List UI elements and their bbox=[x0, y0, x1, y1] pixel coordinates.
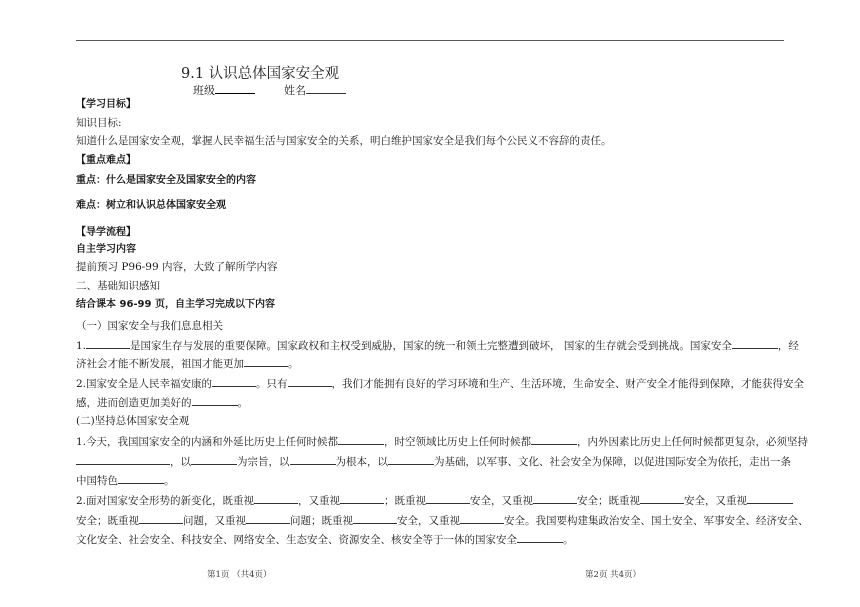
question-1-line-1: 1. 是国家生存与发展的重要保障。国家政权和主权受到威胁，国家的统一和领土完整遭到破坏， 国家的生存就会受到挑战。国家安全 ，经 bbox=[76, 340, 799, 352]
part2-title: (二)坚持总体国家安全观 bbox=[76, 415, 190, 427]
answer-blank[interactable] bbox=[517, 532, 563, 543]
answer-blank[interactable] bbox=[732, 338, 778, 349]
question-2-line-2: 感，进而创造更加美好的 。 bbox=[76, 397, 248, 409]
self-study-heading: 自主学习内容 bbox=[76, 244, 136, 255]
instruction-text: 结合课本 96-99 页，自主学习完成以下内容 bbox=[76, 299, 275, 310]
answer-blank[interactable] bbox=[191, 454, 237, 465]
answer-blank[interactable] bbox=[192, 395, 238, 406]
answer-blank[interactable] bbox=[338, 434, 384, 445]
answer-blank[interactable] bbox=[76, 454, 170, 465]
answer-blank[interactable] bbox=[118, 473, 164, 484]
key-heading: 【重点难点】 bbox=[76, 155, 136, 166]
answer-blank[interactable] bbox=[288, 376, 332, 387]
guide-heading: 【导学流程】 bbox=[76, 227, 136, 238]
page-footer-left: 第1页 （共4页） bbox=[207, 570, 272, 580]
class-label: 班级 bbox=[193, 84, 215, 97]
question-3-line-1: 1.今天，我国国家安全的内涵和外延比历史上任何时候都 ，时空领域比历史上任何时候都 ，内外因素比历史上任何时候都更复杂，必须坚持 bbox=[76, 436, 809, 448]
name-field bbox=[284, 82, 346, 98]
page-title: 9.1 认识总体国家安全观 bbox=[181, 66, 340, 82]
header-rule bbox=[76, 40, 784, 41]
difficult-point: 难点：树立和认识总体国家安全观 bbox=[76, 200, 226, 211]
answer-blank[interactable] bbox=[747, 493, 793, 504]
preview-text: 提前预习 P96-99 内容，大致了解所学内容 bbox=[76, 261, 278, 273]
name-blank[interactable] bbox=[306, 83, 346, 94]
answer-blank[interactable] bbox=[340, 493, 384, 504]
answer-blank[interactable] bbox=[139, 513, 183, 524]
question-1-line-2: 济社会才能不断发展，祖国才能更加 。 bbox=[76, 358, 299, 370]
answer-blank[interactable] bbox=[533, 493, 577, 504]
answer-blank[interactable] bbox=[212, 376, 256, 387]
page-footer-right: 第2页 共4页） bbox=[585, 570, 642, 580]
question-4-line-3: 文化安全、社会安全、科技安全、网络安全、生态安全、资源安全、核安全等于一体的国家安全 。 bbox=[76, 534, 574, 546]
answer-blank[interactable] bbox=[290, 454, 336, 465]
answer-blank[interactable] bbox=[353, 513, 397, 524]
part1-title: （一）国家安全与我们息息相关 bbox=[76, 320, 223, 332]
goals-heading: 【学习目标】 bbox=[76, 99, 136, 110]
answer-blank[interactable] bbox=[531, 434, 577, 445]
answer-blank[interactable] bbox=[426, 493, 470, 504]
name-label: 姓名 bbox=[284, 84, 306, 97]
knowledge-label: 知识目标: bbox=[76, 117, 122, 129]
basic-perception: 二、基础知识感知 bbox=[76, 280, 160, 292]
answer-blank[interactable] bbox=[460, 513, 504, 524]
answer-blank[interactable] bbox=[640, 493, 684, 504]
question-2-line-1: 2.国家安全是人民幸福安康的 。只有 ，我们才能拥有良好的学习环境和生产、生活环境，生命安全、财产安全才能得到保障，才能获得安全 bbox=[76, 378, 805, 390]
answer-blank[interactable] bbox=[388, 454, 434, 465]
answer-blank[interactable] bbox=[254, 493, 298, 504]
class-blank[interactable] bbox=[215, 83, 255, 94]
question-4-line-1: 2.面对国家安全形势的新变化，既重视 ，又重视 ；既重视 安全，又重视 安全；既重视 安全，又重视 bbox=[76, 493, 793, 508]
answer-blank[interactable] bbox=[244, 356, 288, 367]
answer-blank[interactable] bbox=[86, 338, 130, 349]
question-3-line-2: ，以 为宗旨，以 为根本，以 为基础，以军事、文化、社会安全为保障，以促进国际安全为依托，走出一条 bbox=[76, 454, 791, 469]
question-4-line-2: 安全；既重视 问题，又重视 问题；既重视 安全，又重视 安全。我国要构建集政治安全、国土安全、军事安全、经济安全、 bbox=[76, 515, 809, 527]
class-field bbox=[193, 82, 255, 98]
knowledge-text: 知道什么是国家安全观，掌握人民幸福生活与国家安全的关系，明白维护国家安全是我们每个公民义不容辞的责任。 bbox=[76, 135, 612, 147]
question-3-line-3: 中国特色 。 bbox=[76, 475, 175, 487]
key-point: 重点：什么是国家安全及国家安全的内容 bbox=[76, 175, 256, 186]
answer-blank[interactable] bbox=[246, 513, 290, 524]
